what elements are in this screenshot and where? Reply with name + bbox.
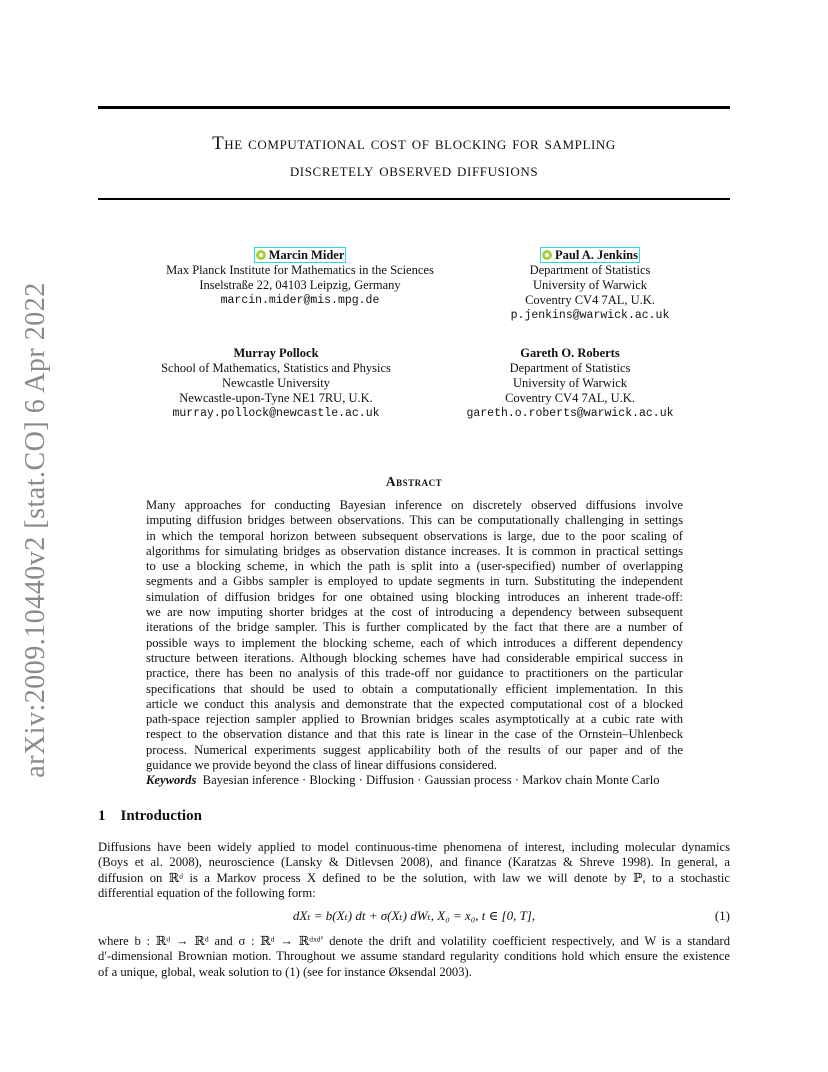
abstract-line: practice, there has been no analysis of this trade-off nor guidance to practitioners on the particular	[146, 666, 683, 681]
abstract-heading: Abstract	[385, 474, 443, 489]
abstract-line: guidance we provide beyond the class of linear diffusions considered.	[146, 758, 497, 773]
abstract-line: path-space rejection sampler applied to Brownian bridges scales asymptotically at a cubic rate with	[146, 712, 683, 727]
intro-paragraph-1	[98, 840, 730, 901]
intro-paragraph-2	[98, 934, 730, 980]
affiliation-line: Max Planck Institute for Mathematics in the Sciences	[166, 263, 434, 277]
author-name: Gareth O. Roberts	[520, 346, 620, 360]
author-block-mider	[150, 248, 450, 308]
affiliation-line: Department of Statistics	[509, 361, 631, 375]
abstract-line: article we conduct this analysis and demonstrate that the expected computational cost of a blocked	[146, 696, 683, 711]
section-number: 1	[98, 808, 106, 824]
author-link-mider[interactable]	[254, 247, 347, 263]
abstract-line: segments and a Gibbs sampler is employed to update segments in turn. Substituting the independent	[146, 574, 683, 589]
keywords-label: Keywords	[146, 773, 197, 787]
abstract-line: respect to the observation distance and that this rate is linear in the case of the Ornstein–Uhlenbeck	[146, 727, 683, 742]
author-name: Marcin Mider	[268, 248, 345, 262]
arxiv-sidebar-stamp: arXiv:2009.10440v2 [stat.CO] 6 Apr 2022	[20, 282, 51, 778]
equation-number: (1)	[714, 908, 730, 923]
affiliation-line: Inselstraße 22, 04103 Leipzig, Germany	[199, 278, 401, 292]
body-line: where b : ℝᵈ → ℝᵈ and σ : ℝᵈ → ℝᵈˣᵈ′ denote the drift and volatility coefficient respectively, and W is a standard	[98, 934, 730, 948]
title-bottom-rule	[98, 198, 730, 200]
affiliation-line: Coventry CV4 7AL, U.K.	[525, 293, 655, 307]
abstract-line: we are now imputing shorter bridges at the cost of introducing a dependency between subsequent	[146, 605, 683, 620]
paper-title-line-2: discretely observed diffusions	[289, 160, 539, 181]
keywords-list: Bayesian inference · Blocking · Diffusion · Gaussian process · Markov chain Monte Carlo	[202, 773, 660, 787]
author-email[interactable]: marcin.mider@mis.mpg.de	[220, 294, 380, 307]
affiliation-line: School of Mathematics, Statistics and Physics	[161, 361, 391, 375]
author-name: Paul A. Jenkins	[554, 248, 638, 262]
author-block-jenkins	[490, 248, 690, 323]
author-email[interactable]: murray.pollock@newcastle.ac.uk	[172, 407, 380, 420]
affiliation-line: University of Warwick	[532, 278, 647, 292]
orcid-icon[interactable]	[256, 250, 266, 260]
equation-body: dXₜ = b(Xₜ) dt + σ(Xₜ) dWₜ, X₀ = x₀, t ∈ [0, T],	[292, 908, 536, 923]
abstract-line: imputing diffusion bridges between observations. This can be computationally challenging in settings	[146, 513, 683, 528]
abstract-line: algorithms for simulating bridges as observation distance increases. It is common in practical settings	[146, 543, 683, 558]
abstract-line: to use a blocking scheme, in which the path is split into a (user-specified) number of overlapping	[146, 559, 683, 574]
body-line: differential equation of the following form:	[98, 885, 316, 900]
author-email[interactable]: gareth.o.roberts@warwick.ac.uk	[466, 407, 674, 420]
author-block-roberts	[450, 346, 690, 421]
body-line: (Boys et al. 2008), neuroscience (Lansky & Ditlevsen 2008), and finance (Karatzas & Shreve 1998). In general, a	[98, 855, 730, 870]
abstract-line: iterations of the bridge sampler. This is further complicated by the fact that there are a number of	[146, 620, 683, 635]
abstract-body	[146, 498, 683, 773]
affiliation-line: Department of Statistics	[529, 263, 651, 277]
body-line: Diffusions have been widely applied to model continuous-time phenomena of interest, including molecular dynamics	[98, 840, 730, 854]
author-link-jenkins[interactable]	[540, 247, 640, 263]
abstract-line: Many approaches for conducting Bayesian inference on discretely observed diffusions involve	[146, 498, 683, 512]
top-rule	[98, 106, 730, 109]
section-heading	[98, 808, 202, 825]
section-title: Introduction	[120, 808, 202, 824]
abstract-line: possible ways to implement the blocking scheme, each of which introduces a different dependency	[146, 635, 683, 650]
body-line: diffusion on ℝᵈ is a Markov process X defined to be the solution, with law we will denote by ℙ, to a stochastic	[98, 870, 730, 885]
affiliation-line: Newcastle University	[222, 376, 330, 390]
affiliation-line: University of Warwick	[512, 376, 627, 390]
author-block-pollock	[136, 346, 416, 421]
abstract-line: process. Numerical experiments suggest applicability both of the results of our paper and of the	[146, 742, 683, 757]
abstract-line: simulation of diffusion bridges for one obtained using blocking introduces an inherent trade-off:	[146, 589, 683, 604]
keywords-line	[146, 773, 660, 788]
body-line: of a unique, global, weak solution to (1) (see for instance Øksendal 2003).	[98, 964, 472, 979]
orcid-icon[interactable]	[542, 250, 552, 260]
author-name: Murray Pollock	[233, 346, 319, 360]
abstract-line: in which the temporal horizon between subsequent observations is large, due to the poor scaling of	[146, 528, 683, 543]
abstract-line: structure between iterations. Although blocking schemes have had considerable empirical success in	[146, 650, 683, 665]
paper-title-line-1: The computational cost of blocking for sampling	[212, 133, 616, 154]
affiliation-line: Newcastle-upon-Tyne NE1 7RU, U.K.	[179, 391, 373, 405]
body-line: d′-dimensional Brownian motion. Throughout we assume standard regularity conditions hold which ensure the existence	[98, 949, 730, 964]
abstract-line: specifications that should be used to obtain a computationally efficient implementation. In this	[146, 681, 683, 696]
author-email[interactable]: p.jenkins@warwick.ac.uk	[510, 309, 670, 322]
affiliation-line: Coventry CV4 7AL, U.K.	[505, 391, 635, 405]
